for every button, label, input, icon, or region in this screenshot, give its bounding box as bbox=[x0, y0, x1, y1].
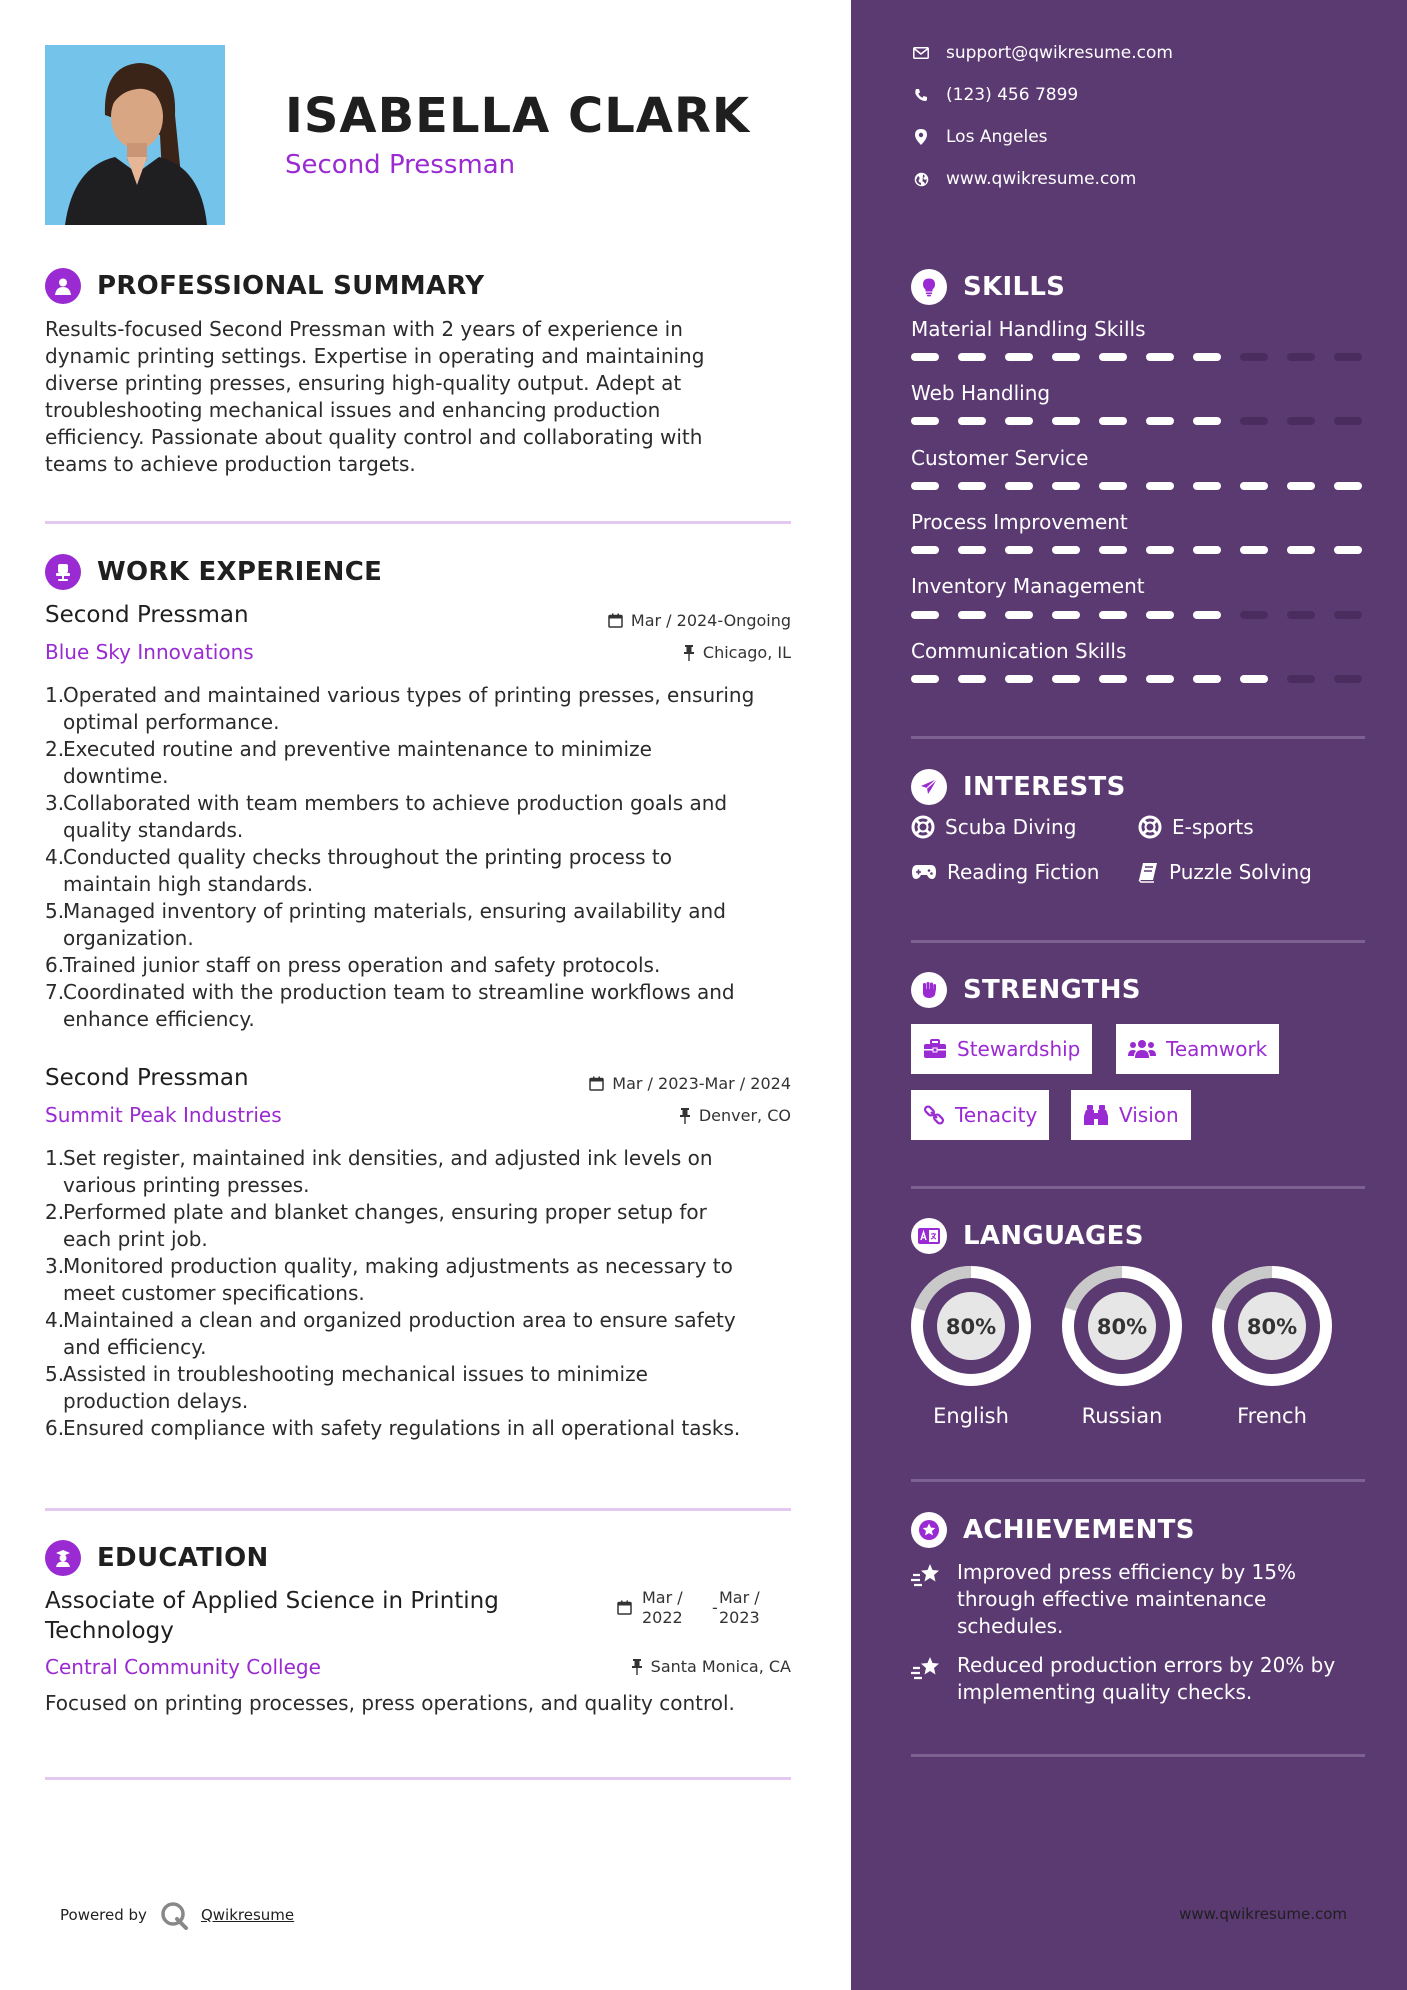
summary-line: Results-focused Second Pressman with 2 years of experience in bbox=[45, 317, 683, 341]
strength-badge bbox=[911, 1024, 1092, 1074]
summary-line: teams to achieve production targets. bbox=[45, 452, 416, 476]
language-item bbox=[1210, 1264, 1334, 1428]
list-item: 1. Operated and maintained various types of printing presses, ensuring optimal performance. bbox=[45, 683, 755, 734]
languages-title: LANGUAGES bbox=[963, 1221, 1144, 1251]
office-chair-icon bbox=[45, 554, 81, 590]
skill-name: Web Handling bbox=[911, 381, 1051, 405]
pin-icon bbox=[631, 1659, 643, 1675]
achievements-heading bbox=[911, 1512, 1195, 1548]
language-percent: 80% bbox=[1096, 1315, 1148, 1339]
users-icon bbox=[1128, 1039, 1156, 1059]
interest-label: Scuba Diving bbox=[945, 815, 1077, 839]
interest-label: E-sports bbox=[1172, 815, 1254, 839]
language-name: English bbox=[933, 1404, 1009, 1428]
achievement-line: Improved press efficiency by 15% bbox=[957, 1560, 1296, 1584]
skill-segment-filled bbox=[1287, 482, 1315, 490]
skill-segment-empty bbox=[1240, 611, 1268, 619]
language-item bbox=[1060, 1264, 1184, 1428]
skill-segment-filled bbox=[958, 611, 986, 619]
lifebuoy-icon bbox=[1138, 815, 1162, 839]
phone-icon bbox=[911, 88, 931, 102]
phone-text: (123) 456 7899 bbox=[946, 85, 1079, 105]
powered-by bbox=[60, 1900, 294, 1930]
skill-segment-empty bbox=[1287, 675, 1315, 683]
skill-segment-filled bbox=[1193, 675, 1221, 683]
location-text: Los Angeles bbox=[946, 127, 1048, 147]
section-divider bbox=[911, 1186, 1365, 1189]
contact-email[interactable] bbox=[911, 43, 1173, 63]
skill-segment-filled bbox=[1052, 611, 1080, 619]
skill-segment-filled bbox=[1052, 482, 1080, 490]
language-proficiency-ring bbox=[1060, 1264, 1184, 1388]
skill-segment-filled bbox=[1146, 417, 1174, 425]
skill-segment-filled bbox=[1334, 546, 1362, 554]
skill-segment-filled bbox=[1099, 546, 1127, 554]
interest-label: Puzzle Solving bbox=[1169, 860, 1312, 884]
job-date-text: Mar / 2024-Ongoing bbox=[630, 611, 791, 630]
skill-segment-filled bbox=[1005, 417, 1033, 425]
skill-segment-filled bbox=[1099, 417, 1127, 425]
skill-segment-empty bbox=[1287, 417, 1315, 425]
pin-icon bbox=[679, 1108, 691, 1124]
skill-segment-filled bbox=[1005, 546, 1033, 554]
strength-label: Vision bbox=[1119, 1103, 1179, 1127]
achievement-line: Reduced production errors by 20% by bbox=[957, 1653, 1336, 1677]
job-date bbox=[589, 1074, 791, 1093]
achievement-line: through effective maintenance bbox=[957, 1587, 1267, 1611]
skill-segment-filled bbox=[1193, 417, 1221, 425]
skill-segment-filled bbox=[958, 482, 986, 490]
skill-segment-filled bbox=[1146, 353, 1174, 361]
education-start-date: Mar / 2022 bbox=[642, 1588, 683, 1627]
job-role: Second Pressman bbox=[45, 1065, 249, 1091]
skill-segment-filled bbox=[1052, 417, 1080, 425]
website-text: www.qwikresume.com bbox=[946, 169, 1137, 189]
skill-segment-filled bbox=[1146, 611, 1174, 619]
school-location-text: Santa Monica, CA bbox=[650, 1657, 791, 1676]
skill-segment-filled bbox=[1099, 353, 1127, 361]
star-badge-icon bbox=[911, 1512, 947, 1548]
skill-segment-filled bbox=[1099, 482, 1127, 490]
job-location-text: Chicago, IL bbox=[702, 643, 791, 662]
summary-heading bbox=[45, 268, 484, 304]
skill-segment-filled bbox=[911, 417, 939, 425]
skill-segment-filled bbox=[1146, 546, 1174, 554]
job-duties-list bbox=[45, 1145, 795, 1442]
contact-phone[interactable] bbox=[911, 85, 1078, 105]
person-portrait-icon bbox=[45, 45, 225, 225]
skill-segment-filled bbox=[1099, 611, 1127, 619]
achievement-item bbox=[911, 1652, 1371, 1706]
skill-segment-filled bbox=[1005, 611, 1033, 619]
languages-heading bbox=[911, 1218, 1144, 1254]
skill-name: Process Improvement bbox=[911, 510, 1128, 534]
language-proficiency-ring bbox=[1210, 1264, 1334, 1388]
skill-level-bar bbox=[911, 611, 1362, 619]
lifebuoy-icon bbox=[911, 815, 935, 839]
candidate-title: Second Pressman bbox=[285, 150, 516, 180]
skills-heading bbox=[911, 269, 1065, 305]
contact-location bbox=[911, 127, 1048, 147]
gamepad-icon bbox=[911, 863, 937, 881]
date-separator: - bbox=[712, 1598, 718, 1617]
skill-segment-filled bbox=[958, 675, 986, 683]
skill-segment-filled bbox=[1052, 353, 1080, 361]
summary-line: efficiency. Passionate about quality control and collaborating with bbox=[45, 425, 703, 449]
skill-segment-filled bbox=[1193, 546, 1221, 554]
language-percent: 80% bbox=[945, 1315, 997, 1339]
qwikresume-link[interactable]: Qwikresume bbox=[200, 1906, 295, 1924]
skill-level-bar bbox=[911, 417, 1362, 425]
list-item: 3. Collaborated with team members to achieve production goals and quality standards. bbox=[45, 791, 728, 842]
achievement-item bbox=[911, 1559, 1371, 1640]
strength-badge bbox=[911, 1090, 1049, 1140]
section-divider bbox=[911, 1479, 1365, 1482]
map-marker-icon bbox=[911, 129, 931, 145]
school-location bbox=[631, 1657, 791, 1676]
interest-item bbox=[911, 860, 1099, 884]
skill-level-bar bbox=[911, 482, 1362, 490]
list-item: 4. Conducted quality checks throughout the printing process to maintain high standards. bbox=[45, 845, 672, 896]
section-divider bbox=[45, 1777, 791, 1780]
job-date bbox=[608, 611, 791, 630]
candidate-name: ISABELLA CLARK bbox=[285, 88, 751, 144]
skill-segment-empty bbox=[1287, 611, 1315, 619]
degree-name bbox=[45, 1586, 605, 1646]
paper-plane-icon bbox=[911, 769, 947, 805]
book-icon bbox=[1137, 861, 1159, 883]
skill-level-bar bbox=[911, 353, 1362, 361]
degree-line: Technology bbox=[45, 1618, 174, 1644]
skill-segment-empty bbox=[1334, 611, 1362, 619]
language-name: Russian bbox=[1081, 1404, 1163, 1428]
job-company: Summit Peak Industries bbox=[45, 1103, 282, 1127]
skill-segment-filled bbox=[1146, 675, 1174, 683]
fist-icon bbox=[911, 972, 947, 1008]
education-description: Focused on printing processes, press operations, and quality control. bbox=[45, 1691, 735, 1715]
skill-segment-filled bbox=[1146, 482, 1174, 490]
list-item: 6. Trained junior staff on press operation and safety protocols. bbox=[45, 953, 661, 977]
list-item: 3. Monitored production quality, making adjustments as necessary to meet customer specifications. bbox=[45, 1254, 733, 1305]
list-item: 4. Maintained a clean and organized production area to ensure safety and efficiency. bbox=[45, 1308, 736, 1359]
skill-segment-filled bbox=[911, 353, 939, 361]
graduate-icon bbox=[45, 1540, 81, 1576]
translate-icon bbox=[911, 1218, 947, 1254]
skill-segment-filled bbox=[1005, 675, 1033, 683]
envelope-icon bbox=[911, 47, 931, 59]
summary-title: PROFESSIONAL SUMMARY bbox=[97, 271, 485, 301]
experience-title: WORK EXPERIENCE bbox=[97, 557, 383, 587]
list-item: 2. Executed routine and preventive maintenance to minimize downtime. bbox=[45, 737, 652, 788]
section-divider bbox=[911, 940, 1365, 943]
skill-segment-filled bbox=[1193, 353, 1221, 361]
education-end-date: Mar / 2023 bbox=[719, 1588, 760, 1627]
skill-segment-filled bbox=[1287, 546, 1315, 554]
list-item: 1. Set register, maintained ink densities, and adjusted ink levels on various printing presses. bbox=[45, 1146, 713, 1197]
skill-segment-filled bbox=[1005, 353, 1033, 361]
summary-line: troubleshooting mechanical issues and enhancing production bbox=[45, 398, 661, 422]
list-item: 5. Assisted in troubleshooting mechanical issues to minimize production delays. bbox=[45, 1362, 648, 1413]
skills-title: SKILLS bbox=[963, 272, 1066, 302]
language-item bbox=[909, 1264, 1033, 1428]
list-item: 7. Coordinated with the production team to streamline workflows and enhance efficiency. bbox=[45, 980, 735, 1031]
calendar-icon bbox=[608, 613, 623, 628]
section-divider bbox=[911, 1754, 1365, 1757]
skill-segment-filled bbox=[1193, 482, 1221, 490]
briefcase-icon bbox=[923, 1039, 947, 1059]
profile-photo bbox=[45, 45, 225, 225]
skill-segment-filled bbox=[1099, 675, 1127, 683]
list-item: 6. Ensured compliance with safety regulations in all operational tasks. bbox=[45, 1416, 741, 1440]
experience-heading bbox=[45, 554, 382, 590]
footer-website[interactable]: www.qwikresume.com bbox=[1179, 1905, 1347, 1923]
section-divider bbox=[911, 736, 1365, 739]
skill-segment-filled bbox=[958, 353, 986, 361]
job-location bbox=[679, 1106, 791, 1125]
skill-segment-filled bbox=[1005, 482, 1033, 490]
job-location-text: Denver, CO bbox=[698, 1106, 791, 1125]
interests-title: INTERESTS bbox=[963, 772, 1126, 802]
summary-text bbox=[45, 316, 795, 478]
achievement-line: schedules. bbox=[957, 1614, 1064, 1638]
contact-website[interactable] bbox=[911, 169, 1136, 189]
calendar-icon bbox=[617, 1600, 632, 1615]
interest-item bbox=[1138, 815, 1254, 839]
binoculars-icon bbox=[1083, 1104, 1109, 1126]
strengths-title: STRENGTHS bbox=[963, 975, 1141, 1005]
link-icon bbox=[923, 1104, 945, 1126]
strengths-heading bbox=[911, 972, 1141, 1008]
job-duties-list bbox=[45, 682, 795, 1033]
interest-item bbox=[911, 815, 1076, 839]
shooting-star-icon bbox=[911, 1561, 943, 1589]
powered-by-label: Powered by bbox=[60, 1906, 147, 1924]
skill-segment-filled bbox=[911, 675, 939, 683]
skill-segment-empty bbox=[1334, 675, 1362, 683]
achievement-line: implementing quality checks. bbox=[957, 1680, 1253, 1704]
skill-segment-filled bbox=[1052, 675, 1080, 683]
skill-segment-empty bbox=[1240, 417, 1268, 425]
job-date-text: Mar / 2023-Mar / 2024 bbox=[612, 1074, 791, 1093]
skill-segment-filled bbox=[911, 611, 939, 619]
section-divider bbox=[45, 521, 791, 524]
education-heading bbox=[45, 1540, 269, 1576]
skill-level-bar bbox=[911, 675, 1362, 683]
skill-segment-filled bbox=[958, 546, 986, 554]
skill-segment-filled bbox=[911, 482, 939, 490]
lightbulb-icon bbox=[911, 269, 947, 305]
skill-name: Inventory Management bbox=[911, 574, 1145, 598]
skill-name: Customer Service bbox=[911, 446, 1089, 470]
shooting-star-icon bbox=[911, 1654, 943, 1682]
skill-segment-empty bbox=[1240, 353, 1268, 361]
skill-segment-filled bbox=[1193, 611, 1221, 619]
strength-badge bbox=[1116, 1024, 1279, 1074]
list-item: 2. Performed plate and blanket changes, ensuring proper setup for each print job. bbox=[45, 1200, 707, 1251]
school-name: Central Community College bbox=[45, 1655, 321, 1679]
skill-level-bar bbox=[911, 546, 1362, 554]
skill-segment-empty bbox=[1334, 353, 1362, 361]
skill-segment-filled bbox=[1052, 546, 1080, 554]
email-text: support@qwikresume.com bbox=[946, 43, 1173, 63]
achievements-title: ACHIEVEMENTS bbox=[963, 1515, 1195, 1545]
strength-label: Teamwork bbox=[1166, 1037, 1268, 1061]
calendar-icon bbox=[589, 1076, 604, 1091]
language-proficiency-ring bbox=[909, 1264, 1033, 1388]
degree-line: Associate of Applied Science in Printing bbox=[45, 1588, 499, 1614]
interest-item bbox=[1137, 860, 1312, 884]
language-name: French bbox=[1237, 1404, 1307, 1428]
globe-icon bbox=[911, 172, 931, 187]
strength-badge bbox=[1071, 1090, 1191, 1140]
skill-segment-filled bbox=[958, 417, 986, 425]
skill-segment-filled bbox=[1240, 546, 1268, 554]
skill-segment-filled bbox=[911, 546, 939, 554]
strength-label: Tenacity bbox=[955, 1103, 1038, 1127]
list-item: 5. Managed inventory of printing materials, ensuring availability and organization. bbox=[45, 899, 726, 950]
user-icon bbox=[45, 268, 81, 304]
sidebar bbox=[851, 0, 1407, 1990]
section-divider bbox=[45, 1508, 791, 1511]
skill-name: Material Handling Skills bbox=[911, 317, 1146, 341]
job-location bbox=[683, 643, 791, 662]
interest-label: Reading Fiction bbox=[947, 860, 1100, 884]
summary-line: dynamic printing settings. Expertise in operating and maintaining bbox=[45, 344, 705, 368]
job-role: Second Pressman bbox=[45, 602, 249, 628]
skill-segment-empty bbox=[1287, 353, 1315, 361]
summary-line: diverse printing presses, ensuring high-quality output. Adept at bbox=[45, 371, 682, 395]
job-company: Blue Sky Innovations bbox=[45, 640, 254, 664]
pin-icon bbox=[683, 645, 695, 661]
education-title: EDUCATION bbox=[97, 1543, 269, 1573]
skill-segment-filled bbox=[1334, 482, 1362, 490]
strength-label: Stewardship bbox=[957, 1037, 1081, 1061]
skill-name: Communication Skills bbox=[911, 639, 1127, 663]
interests-heading bbox=[911, 769, 1126, 805]
skill-segment-empty bbox=[1334, 417, 1362, 425]
skill-segment-filled bbox=[1240, 482, 1268, 490]
skill-segment-filled bbox=[1240, 675, 1268, 683]
language-percent: 80% bbox=[1246, 1315, 1298, 1339]
qwikresume-logo-icon bbox=[159, 1900, 189, 1930]
